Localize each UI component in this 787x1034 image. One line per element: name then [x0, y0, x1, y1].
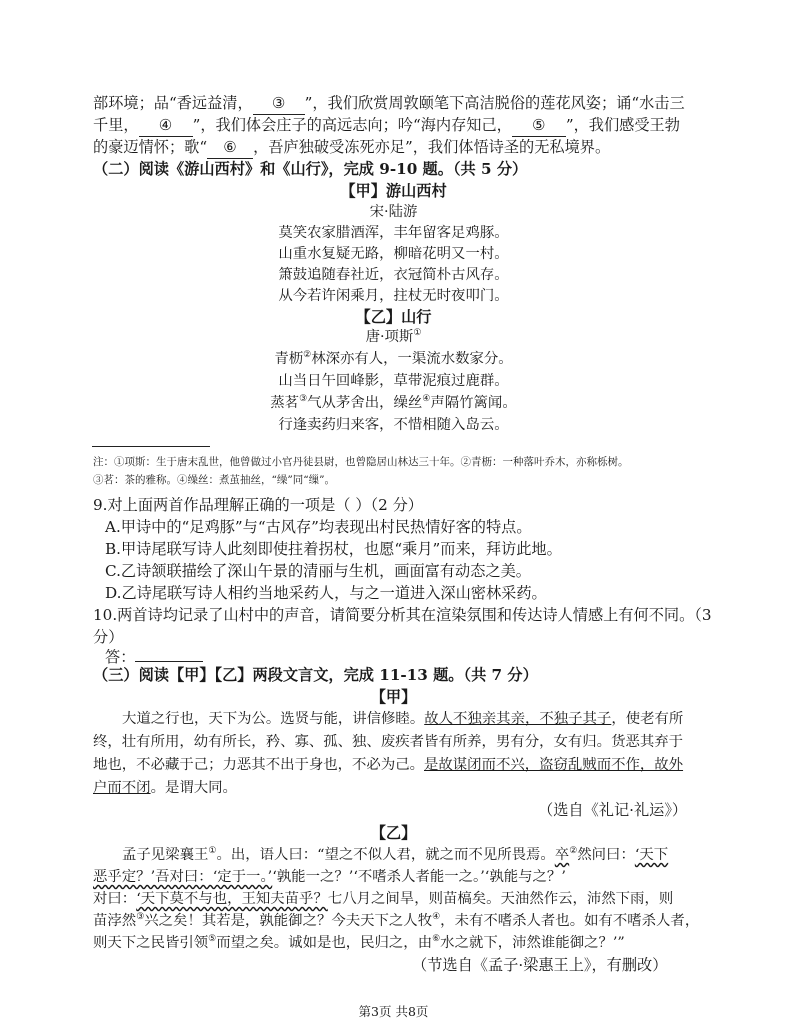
fill-blank-5[interactable]: ⑤ — [512, 114, 566, 137]
option-a[interactable]: A.甲诗中的“足鸡豚”与“古风存”均表现出村民热情好客的特点。 — [105, 518, 532, 536]
passage-yi-line: 对曰：‘天下莫不与也，王知夫苗乎？七八月之间旱，则苗槁矣。天油然作云，沛然下雨，则 — [93, 891, 674, 907]
poem-1-line: 箫鼓追随春社近，衣冠简朴古风存。 — [278, 267, 509, 283]
poem-1-line: 山重水复疑无路，柳暗花明又一村。 — [278, 246, 509, 262]
question-10-cont: 分） — [93, 628, 124, 646]
underlined-sentence: 户而不闭 — [93, 780, 151, 796]
poem-1-line: 莫笑农家腊酒浑，丰年留客足鸡豚。 — [278, 225, 509, 241]
passage-yi-line: 苗浡然③兴之矣！其若是，孰能御之？今夫天下之人牧④，未有不嗜杀人者也。如有不嗜杀人者， — [93, 912, 700, 929]
answer-blank[interactable] — [135, 647, 203, 662]
wavy-underlined-sentence: ‘天下 — [634, 847, 669, 863]
underlined-sentence: 故人不独亲其亲，不独子其子 — [424, 711, 612, 727]
poem-2-author: 唐·项斯① — [365, 328, 422, 345]
footnote-marker: ③ — [299, 394, 308, 405]
poem-2-line: 山当日午回峰影，草带泥痕过鹿群。 — [278, 373, 509, 389]
footnote-marker: ② — [303, 350, 312, 361]
footnote-text: 注：①项斯：生于唐末乱世，他曾做过小官丹徒县尉，也曾隐居山林达三十年。②青枥：一种落叶乔木，亦称栎树。 — [93, 456, 629, 468]
footnote-marker: ④ — [422, 394, 431, 405]
section-3-heading: （三）阅读【甲】【乙】两段文言文，完成 11-13 题。（共 7 分） — [93, 666, 538, 684]
passage-jia-line: 大道之行也，天下为公。选贤与能，讲信修睦。故人不独亲其亲，不独子其子，使老有所 — [122, 711, 684, 727]
passage-yi-title: 【乙】 — [370, 824, 417, 842]
passage-jia-line: 户而不闭。是谓大同。 — [93, 780, 237, 796]
poem-2-line: 行逢卖药归来客，不惜相随入岛云。 — [278, 417, 509, 433]
passage-yi-line: 恶乎定？’吾对曰：‘定于一。’‘孰能一之？’‘不嗜杀人者能一之。’‘孰能与之？’ — [93, 869, 566, 885]
page-footer: 第3页 共8页 — [358, 1004, 429, 1019]
question-10: 10.两首诗均记录了山村中的声音，请简要分析其在渲染氛围和传达诗人情感上有何不同。（3 — [93, 606, 712, 624]
fill-blank-4[interactable]: ④ — [139, 114, 193, 137]
passage-yi-source: （节选自《孟子·梁惠王上》，有删改） — [412, 956, 668, 974]
footnote-divider — [92, 446, 210, 447]
option-c[interactable]: C.乙诗颔联描绘了深山午景的清丽与生机，画面富有动态之美。 — [105, 562, 531, 580]
footnote-marker: ⑥ — [432, 934, 441, 945]
underlined-sentence: 是故谋闭而不兴，盗窃乱贼而不作，故外 — [424, 757, 684, 773]
intro-line-2: 千里， ④ ”，我们体会庄子的高远志向；吟“海内存知己， ⑤ ”，我们感受王勃 — [93, 114, 680, 137]
footnote-marker: ① — [413, 328, 422, 339]
footnote-text: ③茗：茶的雅称。④缲丝：煮茧抽丝，“缲”同“缫”。 — [93, 474, 335, 486]
answer-line: 答： — [105, 646, 203, 668]
option-b[interactable]: B.甲诗尾联写诗人此刻即使拄着拐杖，也愿“乘月”而来，拜访此地。 — [105, 540, 562, 558]
footnote-marker: ④ — [432, 912, 441, 923]
intro-line-3: 的豪迈情怀；歌“ ⑥ ，吾庐独破受冻死亦足”，我们体悟诗圣的无私境界。 — [93, 136, 610, 159]
passage-jia-title: 【甲】 — [370, 688, 417, 706]
fill-blank-6[interactable]: ⑥ — [207, 136, 253, 159]
passage-jia-line: 终，壮有所用，幼有所长，矜、寡、孤、独、废疾者皆有所养，男有分，女有归。货恶其弃于 — [93, 734, 684, 750]
passage-jia-source: （选自《礼记·礼运》） — [538, 801, 688, 819]
footnote-marker: ② — [569, 846, 578, 857]
poem-1-title: 【甲】游山西村 — [340, 182, 447, 200]
passage-jia-line: 地也，不必藏于己；力恶其不出于身也，不必为己。是故谋闭而不兴，盗窃乱贼而不作，故外 — [93, 757, 684, 773]
footnote-marker: ③ — [136, 912, 145, 923]
poem-2-line: 青枥②林深亦有人，一渠流水数家分。 — [274, 350, 513, 367]
wavy-underlined-sentence: ‘天下莫不与也，王知夫苗乎？ — [136, 891, 328, 907]
fill-blank-3[interactable]: ③ — [253, 92, 305, 115]
footnote-marker: ① — [208, 846, 217, 857]
poem-2-title: 【乙】山行 — [355, 308, 432, 326]
intro-line-1: 部环境；品“香远益清， ③ ”，我们欣赏周敦颐笔下高洁脱俗的莲花风姿；诵“水击三 — [93, 92, 685, 115]
wavy-underlined-sentence: 恶乎定？’吾对曰：‘定于一。’ — [93, 869, 273, 885]
passage-yi-line: 则天下之民皆引领⑤而望之矣。诚如是也，民归之，由⑥水之就下，沛然谁能御之？’” — [93, 934, 625, 951]
passage-yi-line: 孟子见梁襄王①。出，语人曰：“望之不似人君，就之而不见所畏焉。卒②然问曰：‘天下 — [122, 846, 669, 863]
wavy-underlined-word: 卒 — [554, 847, 570, 863]
poem-1-line: 从今若许闲乘月，拄杖无时夜叩门。 — [278, 288, 509, 304]
poem-1-author: 宋·陆游 — [369, 204, 418, 220]
question-9: 9.对上面两首作品理解正确的一项是（ ）（2 分） — [93, 496, 423, 514]
poem-2-line: 蒸茗③气从茅舍出，缲丝④声隔竹篱闻。 — [270, 394, 517, 411]
footnote-marker: ⑤ — [208, 934, 217, 945]
option-d[interactable]: D.乙诗尾联写诗人相约当地采药人，与之一道进入深山密林采药。 — [105, 584, 547, 602]
section-2-heading: （二）阅读《游山西村》和《山行》，完成 9-10 题。（共 5 分） — [93, 160, 528, 178]
